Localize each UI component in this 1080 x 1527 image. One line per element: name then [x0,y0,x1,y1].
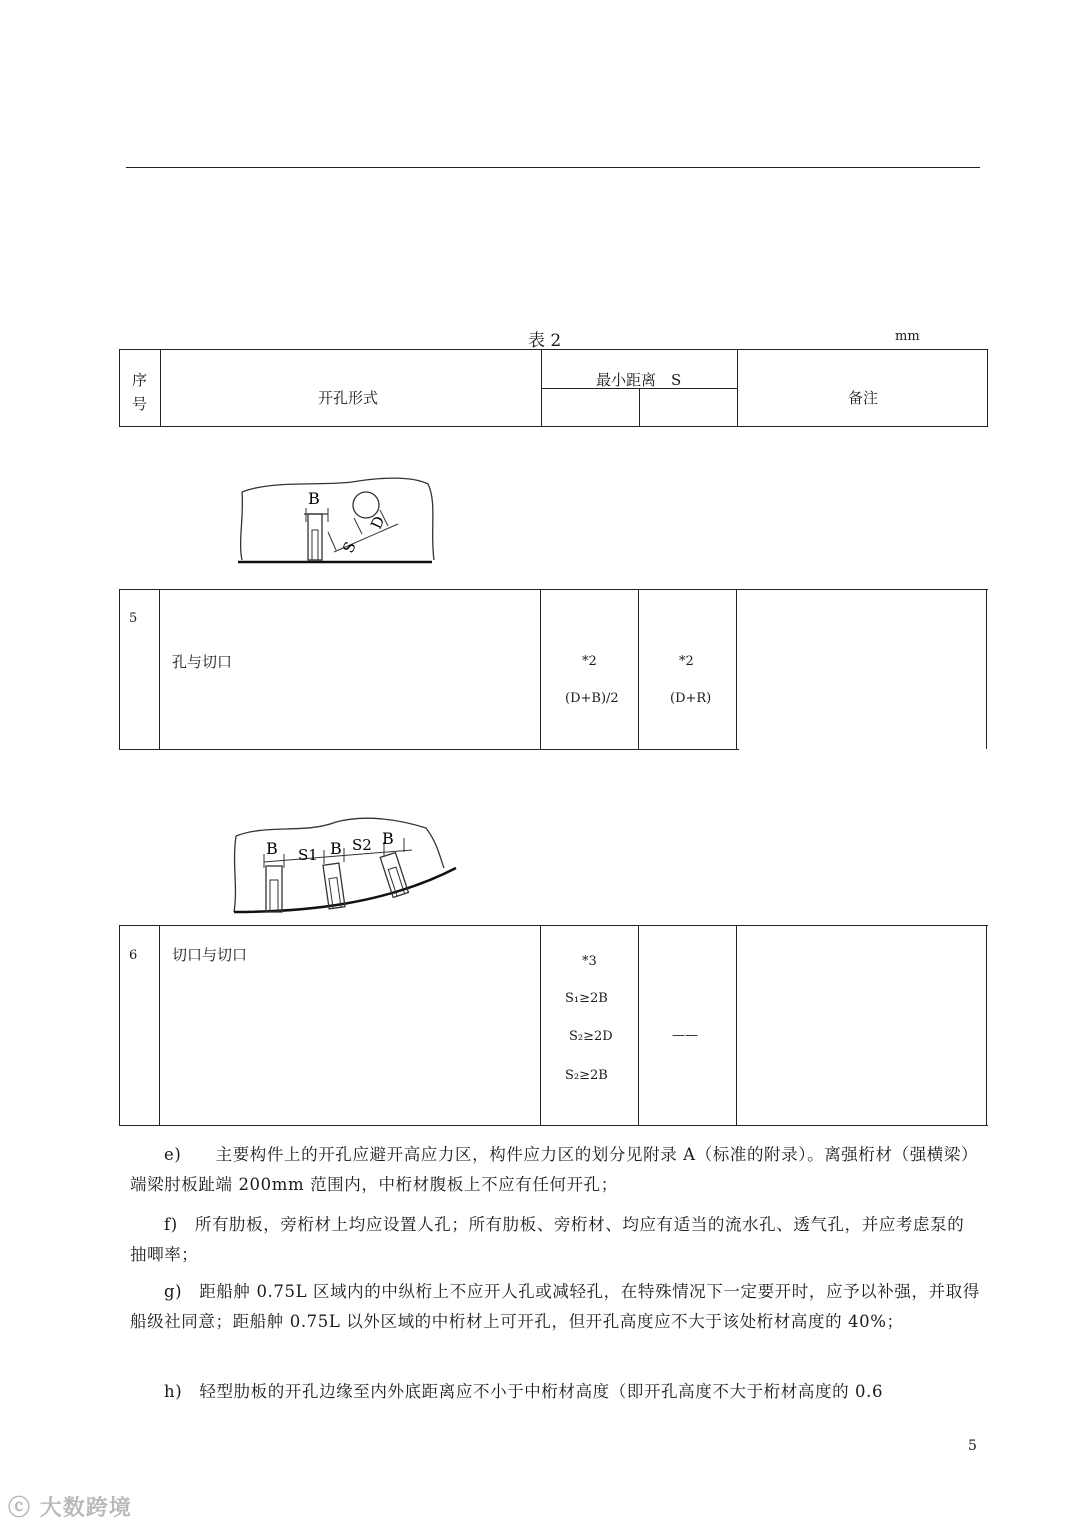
paragraph-f: f) 所有肋板，旁桁材上均应设置人孔；所有肋板、旁桁材、均应有适当的流水孔、透气孔，并应考虑泵的抽唧率； [130,1215,965,1264]
header-col-no: 序号 [132,371,148,413]
row5-val2: (D+R) [670,691,712,706]
table-row-6 [119,925,988,1127]
diagram-cutout-cutout [226,814,458,916]
row6-no: 6 [129,948,138,963]
row6-line3: S₂≥2B [565,1068,608,1083]
unit-label: mm [895,329,920,344]
diagram1-label-b: B [308,489,320,508]
row6-form: 切口与切口 [172,946,248,964]
row6-val2: —— [672,1028,698,1043]
watermark-logo-icon: ⓒ [8,1496,32,1521]
row5-form: 孔与切口 [172,653,233,671]
row6-line2: S₂≥2D [569,1029,613,1044]
watermark-text: 大数跨境 [39,1496,132,1521]
row5-no: 5 [129,611,138,626]
diagram-hole-cutout [232,472,442,572]
table-header [119,349,988,427]
diagram1-label-d: D [367,513,389,532]
row6-line1: S₁≥2B [565,991,608,1006]
table-row-5 [119,589,988,751]
diagram2-label-b3: B [382,829,394,848]
paragraph-e: e) 主要构件上的开孔应避开高应力区，构件应力区的划分见附录 A（标准的附录）。离强桁材（强横梁）端梁肘板趾端 200mm 范围内，中桁材腹板上不应有任何开孔； [130,1145,979,1194]
row6-note: *3 [582,954,597,969]
row5-val2-note: *2 [679,654,694,669]
diagram2-label-b2: B [330,839,342,858]
diagram2-label-s1: S1 [298,846,318,864]
watermark [8,1491,132,1522]
diagram2-label-s2: S2 [352,836,372,854]
row5-val1: (D+B)/2 [565,691,619,706]
page-number: 5 [968,1438,977,1454]
table-title: 表 2 [528,331,562,351]
diagram1-label-s: S [339,538,360,556]
paragraph-g: g) 距船舯 0.75L 区域内的中纵桁上不应开人孔或减轻孔，在特殊情况下一定要开时，应予以补强，并取得船级社同意；距船舯 0.75L 以外区域的中桁材上可开孔，但开孔高度应不大于该处桁材高度的 40%； [130,1282,980,1331]
paragraph-h: h) 轻型肋板的开孔边缘至内外底距离应不小于中桁材高度（即开孔高度不大于桁材高度的 0.6 [164,1382,884,1401]
diagram2-label-b1: B [266,839,278,858]
header-col-form: 开孔形式 [318,389,379,407]
header-col-remark: 备注 [848,389,879,407]
header-rule [126,167,980,168]
header-col-min-dist: 最小距离 S [596,371,682,389]
row5-val1-note: *2 [582,654,597,669]
